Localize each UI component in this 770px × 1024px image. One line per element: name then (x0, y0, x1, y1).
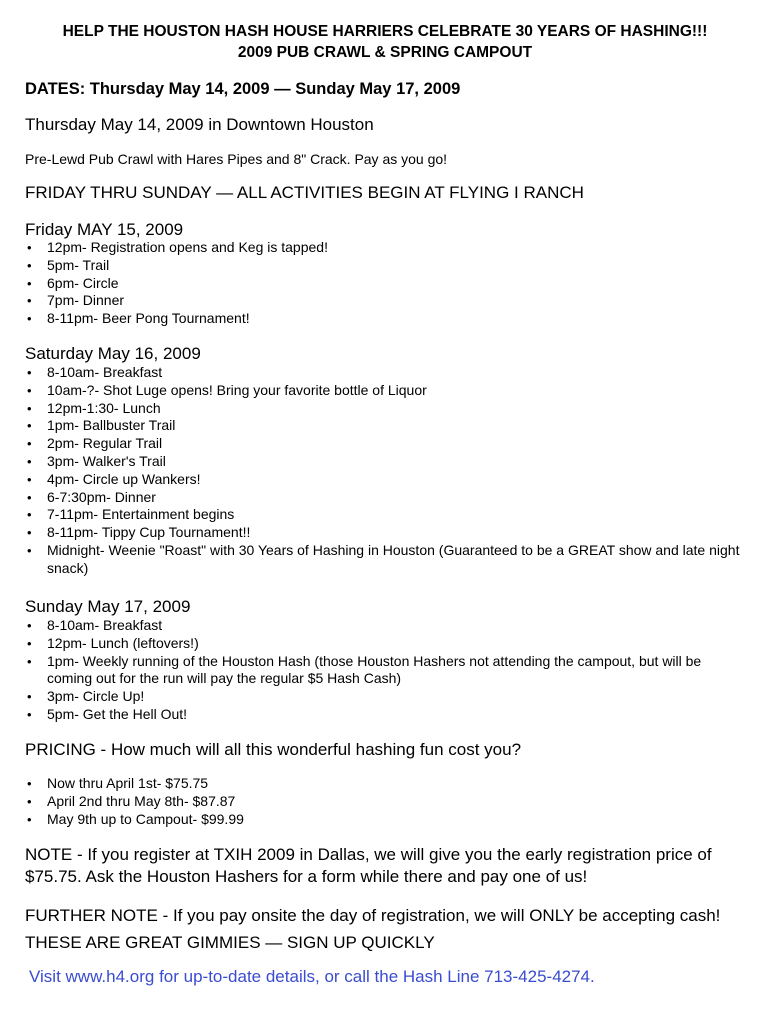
sunday-heading: Sunday May 17, 2009 (25, 597, 191, 616)
sunday-schedule-list (25, 617, 745, 724)
list-item: • 2pm- Regular Trail (25, 435, 745, 453)
list-item: • 8-11pm- Tippy Cup Tournament!! (25, 524, 745, 542)
pricing-list (25, 775, 745, 828)
list-item: • 1pm- Ballbuster Trail (25, 417, 745, 435)
fri-sun-heading: FRIDAY THRU SUNDAY — ALL ACTIVITIES BEGIN AT FLYING I RANCH (25, 183, 584, 202)
price-item: • May 9th up to Campout- $99.99 (25, 811, 745, 829)
list-item: • 12pm- Lunch (leftovers!) (25, 635, 745, 653)
footer-contact: Visit www.h4.org for up-to-date details, or call the Hash Line 713-425-4274. (29, 967, 595, 986)
price-item: • Now thru April 1st- $75.75 (25, 775, 745, 793)
flyer-title-line1: HELP THE HOUSTON HASH HOUSE HARRIERS CELEBRATE 30 YEARS OF HASHING!!! (62, 23, 708, 40)
list-item: • 8-10am- Breakfast (25, 364, 745, 382)
early-registration-note: NOTE - If you register at TXIH 2009 in Dallas, we will give you the early registration price of $75.75. Ask the Houston Hashers for a form while there and pay one of us! (25, 845, 712, 886)
pricing-heading: PRICING - How much will all this wonderful hashing fun cost you? (25, 740, 522, 759)
list-item: • 6-7:30pm- Dinner (25, 489, 745, 507)
list-item: • 4pm- Circle up Wankers! (25, 471, 745, 489)
flyer-title-line2: 2009 PUB CRAWL & SPRING CAMPOUT (237, 44, 533, 61)
list-item: • 12pm-1:30- Lunch (25, 400, 745, 418)
price-item: • April 2nd thru May 8th- $87.87 (25, 793, 745, 811)
thursday-detail: Pre-Lewd Pub Crawl with Hares Pipes and 8" Crack. Pay as you go! (25, 151, 448, 167)
gimmies-note: THESE ARE GREAT GIMMIES — SIGN UP QUICKLY (25, 933, 435, 952)
friday-heading: Friday MAY 15, 2009 (25, 220, 184, 239)
list-item: • 10am-?- Shot Luge opens! Bring your favorite bottle of Liquor (25, 382, 745, 400)
list-item: • 6pm- Circle (25, 275, 745, 293)
friday-schedule-list (25, 239, 745, 328)
list-item: • 1pm- Weekly running of the Houston Hash (those Houston Hashers not attending the campout, but will be coming out for the run will pay the regular $5 Hash Cash) (25, 653, 745, 689)
saturday-heading: Saturday May 16, 2009 (25, 344, 201, 363)
list-item: • 8-10am- Breakfast (25, 617, 745, 635)
thursday-heading: Thursday May 14, 2009 in Downtown Houston (25, 115, 374, 134)
list-item: • 7pm- Dinner (25, 292, 745, 310)
list-item: • 8-11pm- Beer Pong Tournament! (25, 310, 745, 328)
further-note: FURTHER NOTE - If you pay onsite the day of registration, we will ONLY be accepting cash! (25, 906, 721, 925)
saturday-schedule-list (25, 364, 745, 578)
list-item: • 12pm- Registration opens and Keg is tapped! (25, 239, 745, 257)
list-item: • 3pm- Walker's Trail (25, 453, 745, 471)
list-item: • 3pm- Circle Up! (25, 688, 745, 706)
list-item: • 5pm- Get the Hell Out! (25, 706, 745, 724)
list-item: • 5pm- Trail (25, 257, 745, 275)
list-item: • Midnight- Weenie "Roast" with 30 Years of Hashing in Houston (Guaranteed to be a GREAT show and late night snack) (25, 542, 745, 578)
list-item: • 7-11pm- Entertainment begins (25, 506, 745, 524)
event-dates: DATES: Thursday May 14, 2009 — Sunday May 17, 2009 (25, 80, 461, 98)
